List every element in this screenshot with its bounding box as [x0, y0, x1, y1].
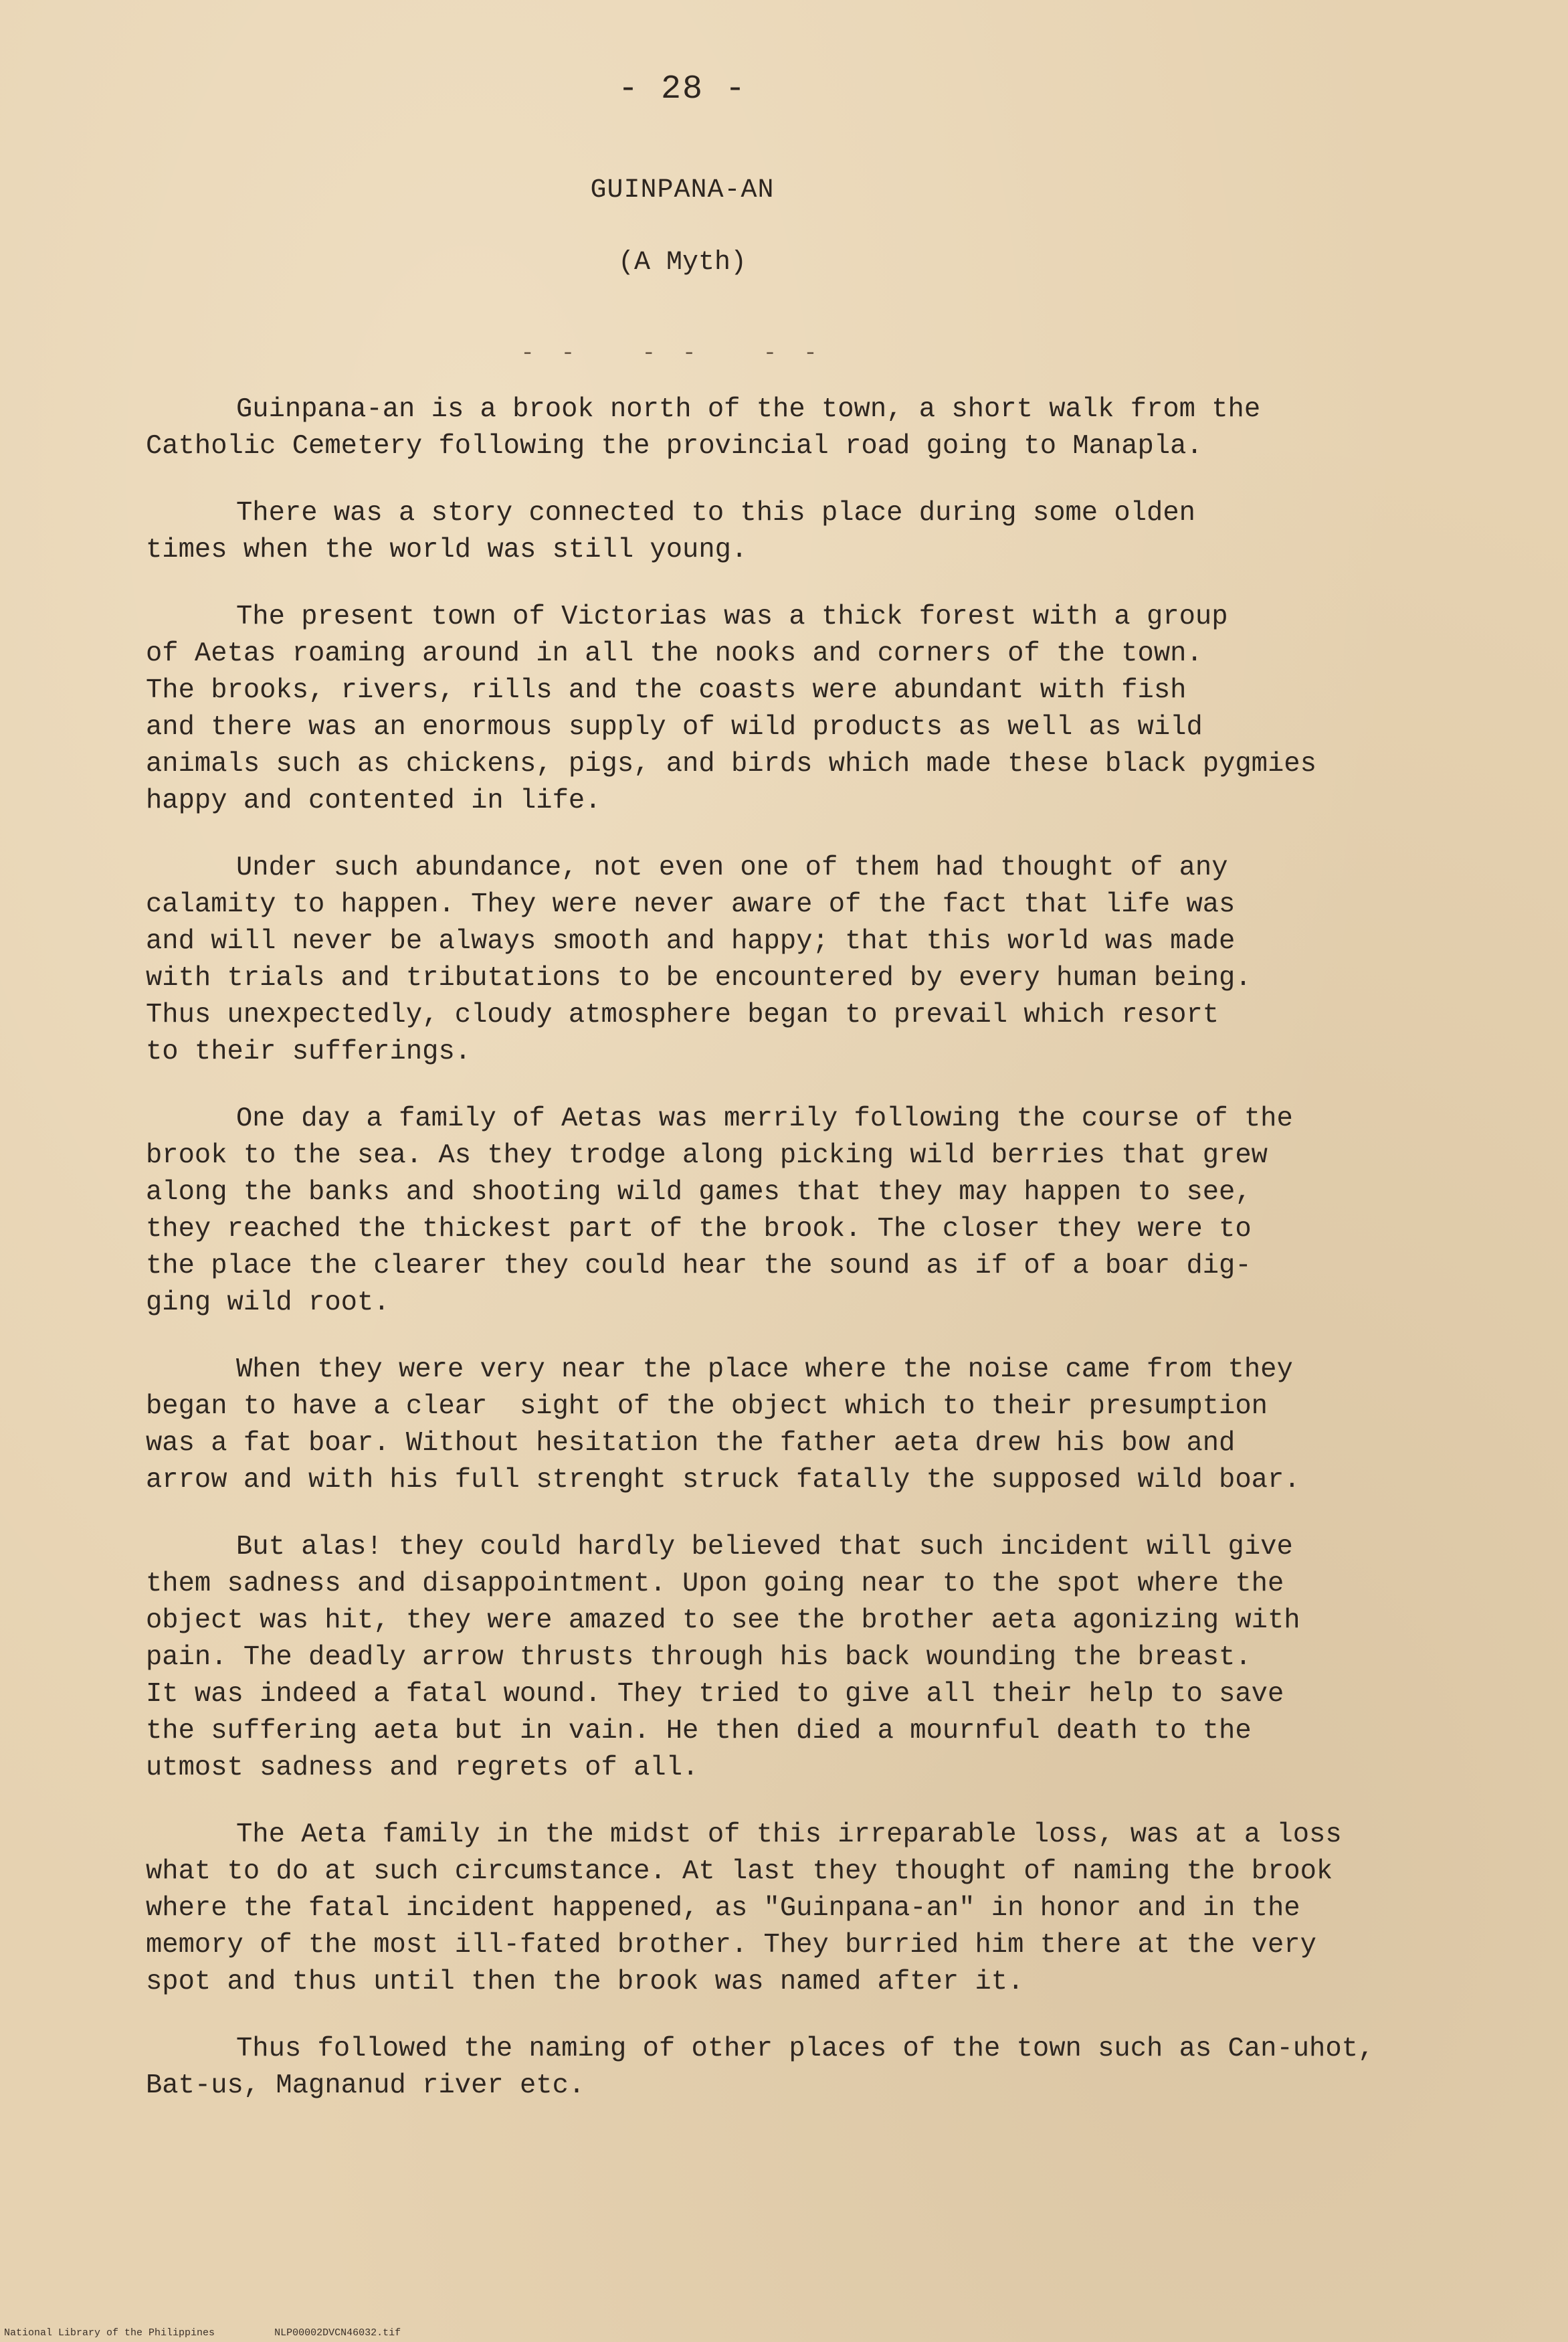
paragraph-4: Under such abundance, not even one of them had thought of any calamity to happen. They were never aware of the fact that life was and will never be always smooth and happy; that this world was made with trials and tributations to be encountered by every human being. Thus unexpectedly, cloudy atmosphere began to prevail which resort to their sufferings.: [146, 852, 1252, 1067]
paragraph-6: When they were very near the place where the noise came from they began to have a clear sight of the object which to their presumption was a fat boar. Without hesitation the father aeta drew his bow and arrow and with his full strenght struck fatally the supposed wild boar.: [146, 1354, 1300, 1496]
document-title: GUINPANA-AN: [590, 175, 775, 205]
body-text: [146, 391, 1477, 2135]
paragraph-2: There was a story connected to this place during some olden times when the world was still young.: [146, 498, 1195, 565]
footer-file: NLP00002DVCN46032.tif: [274, 2327, 401, 2339]
paragraph-3: The present town of Victorias was a thick forest with a group of Aetas roaming around in all the nooks and corners of the town. The brooks, rivers, rills and the coasts were abundant with fish and there was an enormous supply of wild products as well as wild animals such as chickens, pigs, and birds which made these black pygmies happy and contented in life.: [146, 602, 1316, 816]
title-separator: -- -- --: [520, 341, 844, 367]
paragraph-7: But alas! they could hardly believed that such incident will give them sadness and disappointment. Upon going near to the spot where the object was hit, they were amazed to see the brother aeta agonizing with pain. The deadly arrow thrusts through his back wounding the breast. It was indeed a fatal wound. They tried to give all their help to save the suffering aeta but in vain. He then died a mournful death to the utmost sadness and regrets of all.: [146, 1532, 1300, 1783]
scan-footer: [4, 2327, 454, 2339]
paragraph-8: The Aeta family in the midst of this irreparable loss, was at a loss what to do at such circumstance. At last they thought of naming the brook where the fatal incident happened, as "Guinpana-an" in honor and in the memory of the most ill-fated brother. They burried him there at the very spot and thus until then the brook was named after it.: [146, 1819, 1342, 1997]
paragraph-1: Guinpana-an is a brook north of the town, a short walk from the Catholic Cemetery following the provincial road going to Manapla.: [146, 394, 1261, 462]
paragraph-5: One day a family of Aetas was merrily following the course of the brook to the sea. As they trodge along picking wild berries that grew along the banks and shooting wild games that they may happen to see, they reached the thickest part of the brook. The closer they were to the place the clearer they could hear the sound as if of a boar dig- ging wild root.: [146, 1103, 1293, 1318]
footer-library: National Library of the Philippines: [4, 2327, 215, 2339]
paragraph-9: Thus followed the naming of other places of the town such as Can-uhot, Bat-us, Magnanud river etc.: [146, 2034, 1375, 2101]
document-subtitle: (A Myth): [617, 248, 747, 278]
page-number: - 28 -: [617, 70, 747, 108]
